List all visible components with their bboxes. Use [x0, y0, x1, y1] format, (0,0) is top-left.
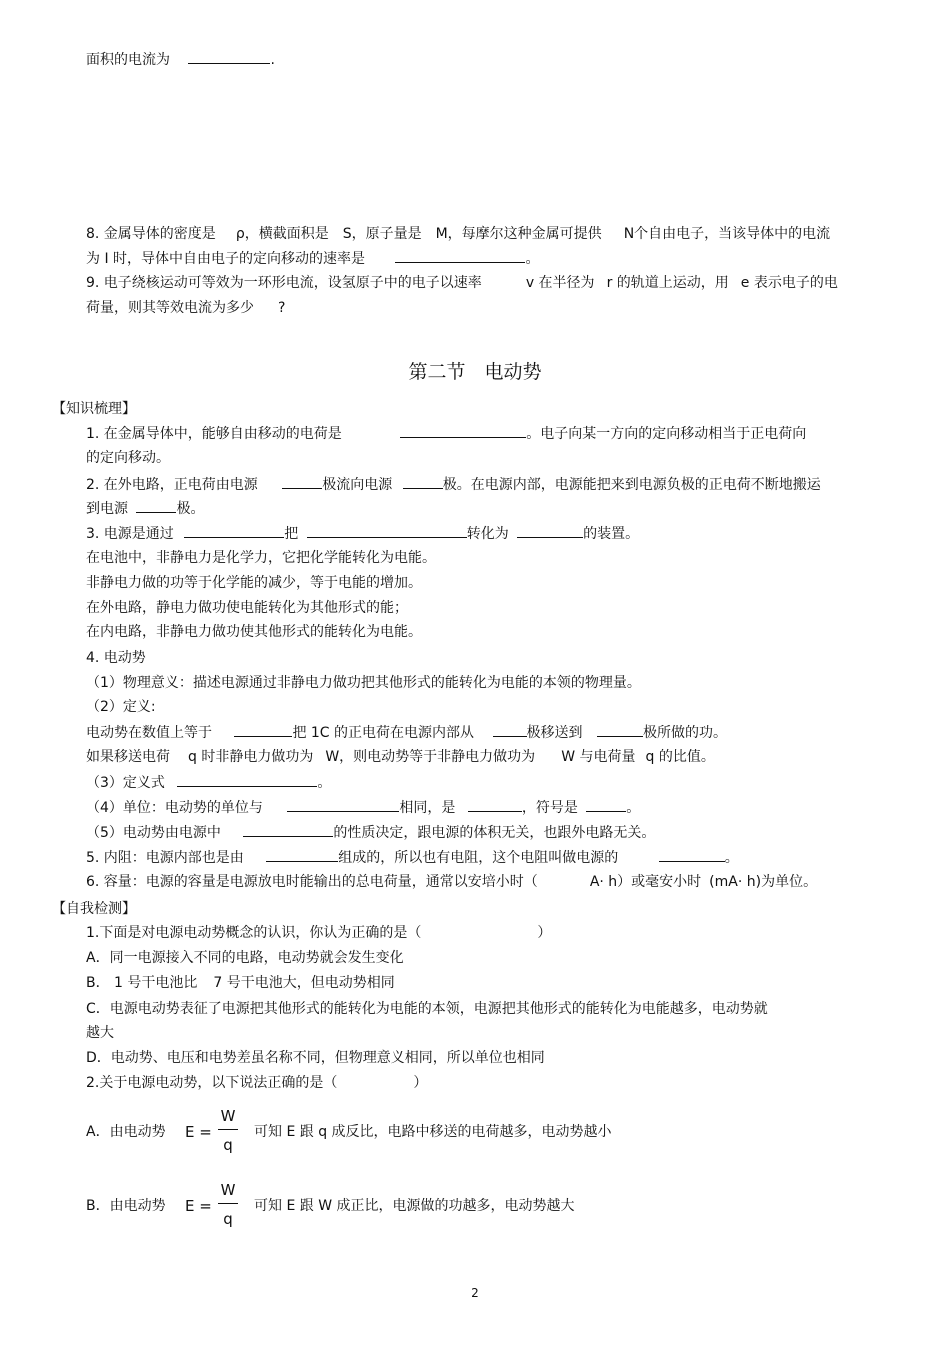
answer-blank[interactable] — [517, 523, 583, 538]
answer-blank[interactable] — [243, 822, 333, 837]
answer-blank[interactable] — [184, 523, 284, 538]
answer-blank[interactable] — [493, 722, 527, 737]
sc-q1-option-c-line2: 越大 — [86, 1025, 114, 1041]
sc-q2-option-a-label: A．由电动势 — [86, 1124, 166, 1140]
formula-lhs: E = — [185, 1197, 212, 1215]
note-line: 非静电力做的功等于化学能的减少，等于电能的增加。 — [86, 575, 422, 591]
k-item1-line1: 1. 在金属导体中，能够自由移动的电荷是 。电子向某一方向的定向移动相当于正电荷向 — [86, 423, 806, 444]
sc-q1-option-c-line1: C．电源电动势表征了电源把其他形式的能转化为电能的本领，电源把其他形式的能转化为电能越多，电动势就 — [86, 1001, 768, 1017]
continued-line: 面积的电流为 . — [86, 49, 275, 70]
answer-blank[interactable] — [597, 722, 643, 737]
sc-q2-option-b-label: B．由电动势 — [86, 1198, 166, 1214]
q9-line2: 荷量，则其等效电流为多少 ? — [86, 300, 286, 316]
sc-q1-option-d: D．电动势、电压和电势差虽名称不同，但物理意义相同，所以单位也相同 — [86, 1050, 545, 1066]
sc-q1-option-a: A．同一电源接入不同的电路，电动势就会发生变化 — [86, 950, 404, 966]
q9-line1: 9. 电子绕核运动可等效为一环形电流，设氢原子中的电子以速率 v 在半径为 r 的轨道上运动，用 e 表示电子的电 — [86, 275, 838, 291]
note-line: 在内电路，非静电力做功使其他形式的能转化为电能。 — [86, 624, 422, 640]
answer-blank[interactable] — [177, 772, 317, 787]
sc-q2-stem: 2.关于电源电动势，以下说法正确的是（ ） — [86, 1075, 428, 1091]
k-item5: 5. 内阻：电源内部也是由 组成的，所以也有电阻，这个电阻叫做电源的 。 — [86, 847, 739, 868]
formula-numerator: W — [220, 1181, 236, 1199]
answer-blank[interactable] — [188, 49, 270, 64]
answer-blank[interactable] — [395, 248, 525, 263]
knowledge-header: 【知识梳理】 — [52, 401, 136, 417]
k-item4-sub2: （2）定义: — [86, 699, 156, 715]
page-number: 2 — [471, 1286, 479, 1300]
k-item2-line1: 2. 在外电路，正电荷由电源 极流向电源 极。在电源内部，电源能把来到电源负极的正电荷不断地搬运 — [86, 474, 821, 495]
k-definition-line2: 如果移送电荷 q 时非静电力做功为 W，则电动势等于非静电力做功为 W 与电荷量 q 的比值。 — [86, 749, 715, 765]
fraction-bar — [218, 1129, 238, 1130]
k-item4-sub1: （1）物理意义：描述电源通过非静电力做功把其他形式的能转化为电能的本领的物理量。 — [86, 675, 641, 691]
answer-blank[interactable] — [266, 847, 338, 862]
formula-denominator: q — [223, 1136, 233, 1154]
answer-blank[interactable] — [659, 847, 725, 862]
k-item2-line2: 到电源 极。 — [86, 498, 204, 519]
selfcheck-header: 【自我检测】 — [52, 901, 136, 917]
answer-blank[interactable] — [307, 523, 467, 538]
formula-numerator: W — [220, 1107, 236, 1125]
section-title: 第二节 电动势 — [408, 361, 542, 383]
k-item3: 3. 电源是通过 把 转化为 的装置。 — [86, 523, 639, 544]
k-item6: 6. 容量：电源的容量是电源放电时能输出的总电荷量，通常以安培小时（ A· h）或毫安小时 (mA· h)为单位。 — [86, 874, 818, 890]
k-sub3: （3）定义式 。 — [86, 772, 331, 793]
sc-q1-stem: 1.下面是对电源电动势概念的认识，你认为正确的是（ ） — [86, 925, 552, 941]
answer-blank[interactable] — [403, 474, 443, 489]
answer-blank[interactable] — [468, 797, 522, 812]
note-line: 在外电路，静电力做功使电能转化为其他形式的能； — [86, 600, 408, 616]
sc-q2-option-a-text: 可知 E 跟 q 成反比，电路中移送的电荷越多，电动势越小 — [254, 1124, 612, 1140]
fraction-bar — [218, 1203, 238, 1204]
k-item1-line2: 的定向移动。 — [86, 450, 170, 466]
answer-blank[interactable] — [400, 423, 526, 438]
k-item4-heading: 4. 电动势 — [86, 650, 146, 666]
q8-line1: 8. 金属导体的密度是 ρ，横截面积是 S，原子量是 M，每摩尔这种金属可提供 N个自由电子，当该导体中的电流 — [86, 226, 831, 242]
answer-blank[interactable] — [287, 797, 399, 812]
sc-q1-option-b: B． 1 号干电池比 7 号干电池大，但电动势相同 — [86, 975, 395, 991]
answer-blank[interactable] — [234, 722, 292, 737]
k-sub5: （5）电动势由电源中 的性质决定，跟电源的体积无关，也跟外电路无关。 — [86, 822, 655, 843]
answer-blank[interactable] — [586, 797, 626, 812]
sc-q2-option-b-text: 可知 E 跟 W 成正比，电源做的功越多，电动势越大 — [254, 1198, 575, 1214]
answer-blank[interactable] — [136, 498, 176, 513]
answer-blank[interactable] — [282, 474, 322, 489]
q8-line2: 为 I 时，导体中自由电子的定向移动的速率是 。 — [86, 248, 539, 269]
k-definition-line1: 电动势在数值上等于 把 1C 的正电荷在电源内部从 极移送到 极所做的功。 — [86, 722, 727, 743]
k-sub4: （4）单位：电动势的单位与 相同，是 ，符号是 。 — [86, 797, 640, 818]
formula-denominator: q — [223, 1210, 233, 1228]
formula-lhs: E = — [185, 1123, 212, 1141]
note-line: 在电池中，非静电力是化学力，它把化学能转化为电能。 — [86, 550, 436, 566]
